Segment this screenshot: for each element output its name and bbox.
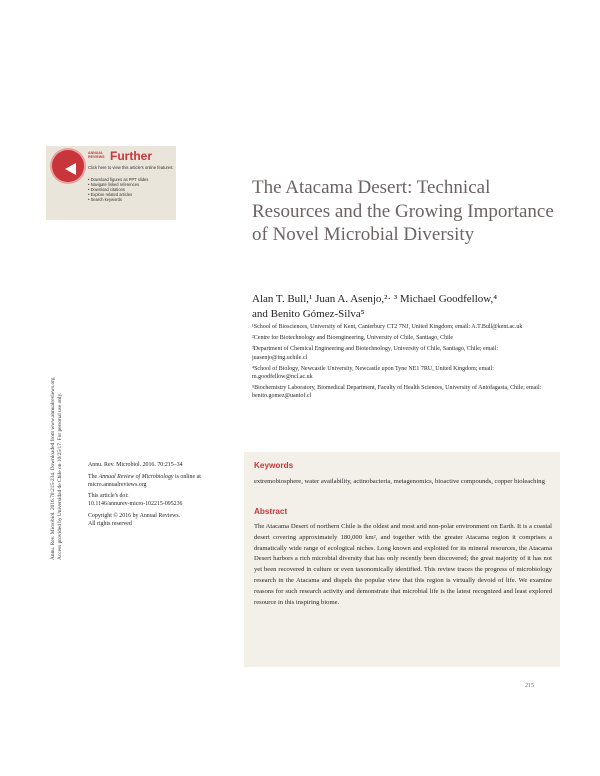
affiliation-4: ⁴School of Biology, Newcastle University, Newcastle upon Tyne NE1 7RU, United Kingdom; email: m.goodfellow@ncl.ac.uk: [252, 365, 494, 381]
download-note-line1: Annu. Rev. Microbiol. 2016.70:215-234. Downloaded from www.annualreviews.org: [50, 377, 56, 560]
authors-line2: and Benito Gómez-Silva⁵: [252, 308, 365, 320]
article-title: The Atacama Desert: Technical Resources and the Growing Importance of Novel Microbial Diversity: [252, 177, 554, 245]
copyright: Copyright © 2016 by Annual Reviews.: [88, 512, 181, 519]
further-title: Further: [110, 149, 152, 163]
further-item-citations[interactable]: • Download citations: [88, 187, 148, 192]
download-note-line2: Access provided by Universidad de Chile on 10/25/17. For personal use only.: [57, 392, 63, 560]
further-badge[interactable]: [46, 146, 176, 220]
further-item-references[interactable]: • Navigate linked references: [88, 182, 148, 187]
affiliations: [252, 323, 552, 404]
further-brand: ANNUAL REVIEWS: [88, 151, 105, 159]
doi-link[interactable]: 10.1146/annurev-micro-102215-095236: [88, 501, 183, 508]
keywords-abstract-box: [244, 452, 560, 667]
author-list: [252, 292, 552, 322]
further-item-keywords[interactable]: • Search keywords: [88, 197, 148, 202]
abstract-heading: Abstract: [254, 507, 288, 516]
affiliation-1: ¹School of Biosciences, University of Kent, Canterbury CT2 7NJ, United Kingdom; email: A.T.Bull@kent.ac.uk: [252, 324, 523, 330]
keywords-text: extremobiosphere, water availability, actinobacteria, metagenomics, bioactive compounds, copper bioleaching: [254, 478, 545, 485]
abstract-text: The Atacama Desert of northern Chile is the oldest and most arid non-polar environment on Earth. It is a coastal desert covering approximately 180,000 km², and together with the greater Atacama region it comprises a dramatically wide range of ecological niches. Long known and exploited for its mineral resources, the Atacama Desert harbors a rich microbial diversity that has only recently been discovered; the great majority of it has not yet been recovered in culture or even taxonomically identified. This review traces the progress of microbiology research in the Atacama and dispels the popular view that this region is virtually devoid of life. We examine reasons for such research activity and demonstrate that microbial life is the latest recognized and least explored resource in this inspiring biome.: [254, 523, 552, 606]
citation: Annu. Rev. Microbiol. 2016. 70:215–34: [88, 462, 183, 468]
online-notice: The Annual Review of Microbiology is online at: [88, 473, 201, 480]
article-metadata: [88, 462, 238, 529]
further-list: [88, 177, 148, 202]
doi-label: This article's doi:: [88, 493, 129, 500]
keywords-heading: Keywords: [254, 461, 294, 470]
download-note: [50, 260, 64, 560]
journal-url[interactable]: micro.annualreviews.org: [88, 481, 147, 488]
rights: All rights reserved: [88, 520, 132, 527]
further-item-ppt[interactable]: • Download figures as PPT slides: [88, 177, 148, 182]
further-intro: Click here to view this article's online features:: [88, 165, 174, 170]
affiliation-2: ²Centre for Biotechnology and Bioengineering, University of Chile, Santiago, Chile: [252, 335, 454, 342]
further-item-related[interactable]: • Explore related articles: [88, 192, 148, 197]
authors-line1: Alan T. Bull,¹ Juan A. Asenjo,²· ³ Michael Goodfellow,⁴: [252, 293, 498, 305]
affiliation-3: ³Department of Chemical Engineering and Biotechnology, University of Chile, Santiago, Chile; email: juasenjo@ing.uchile.cl: [252, 346, 499, 361]
page-number: 215: [525, 683, 534, 689]
further-logo-icon: [52, 150, 84, 182]
affiliation-5: ⁵Biochemistry Laboratory, Biomedical Department, Faculty of Health Sciences, University of Antofagasta, Chile; email: benito.gomez@uantof.cl: [252, 385, 542, 400]
